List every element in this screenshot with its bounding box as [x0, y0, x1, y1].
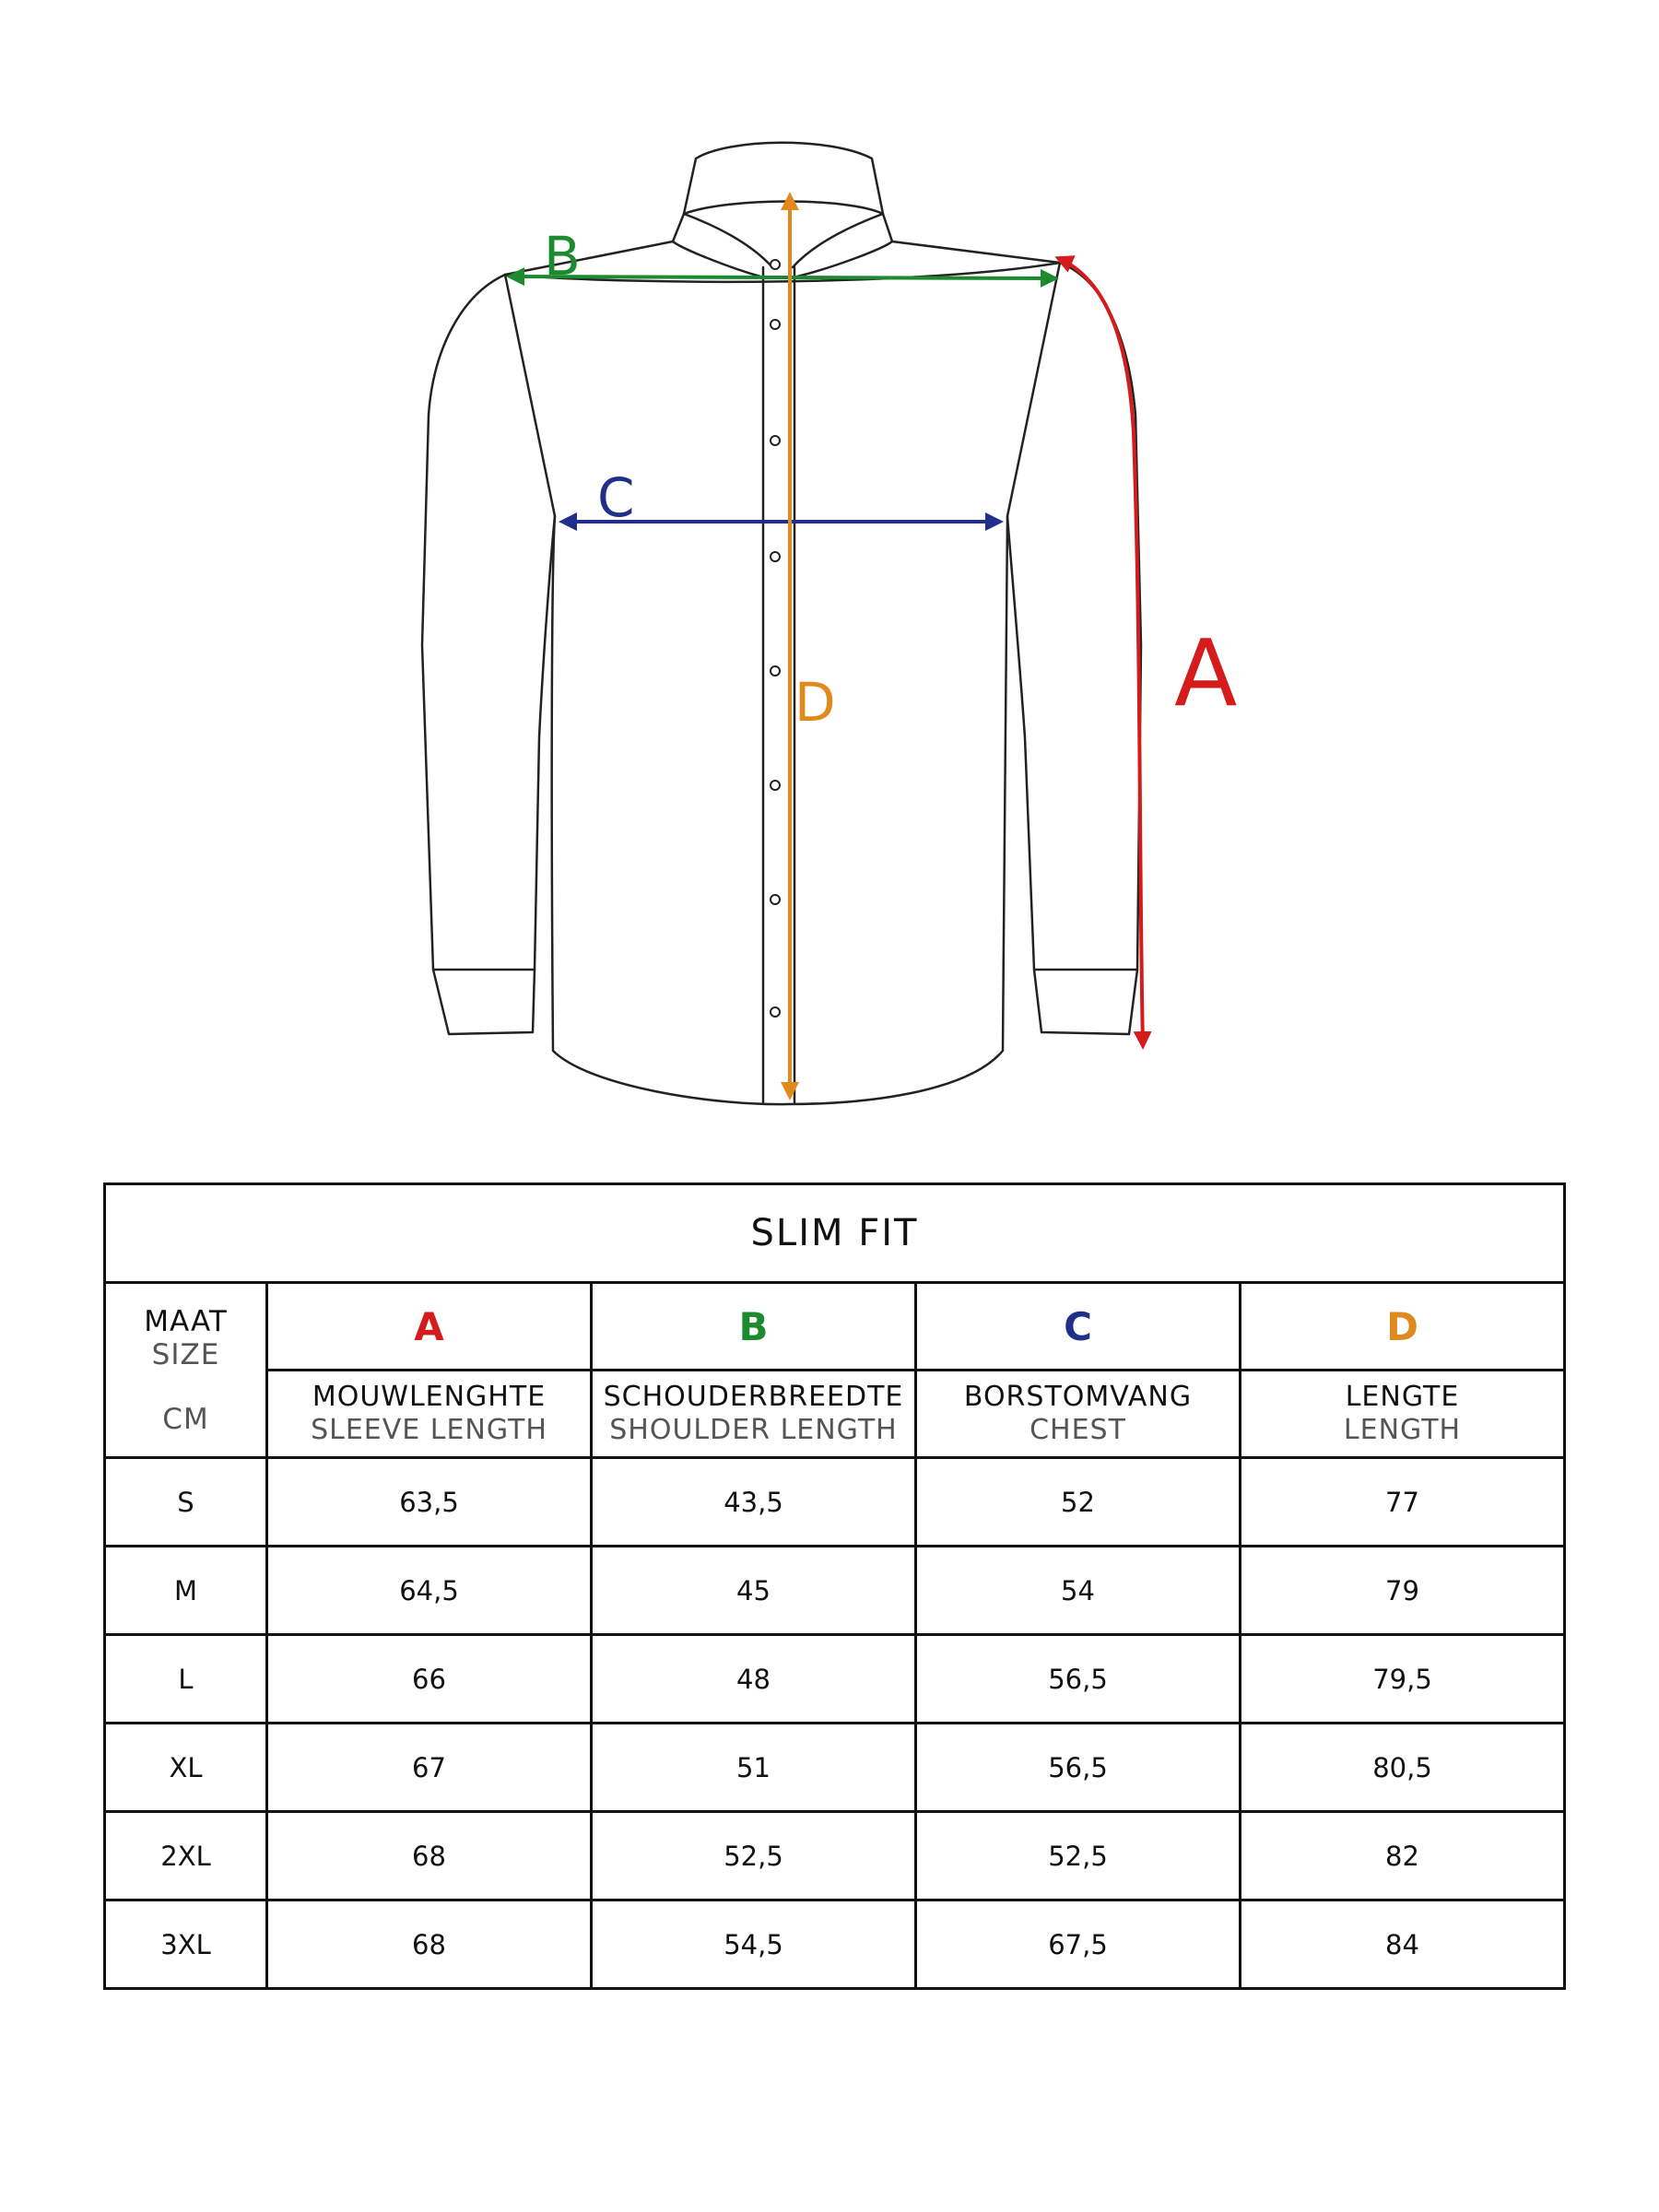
column-label-a	[267, 1371, 592, 1458]
shirt-button	[771, 895, 780, 904]
column-letter-d: D	[1241, 1283, 1565, 1371]
column-label-nl: SCHOUDERBREEDTE	[603, 1381, 904, 1413]
size-header-unit: CM	[162, 1402, 209, 1436]
column-label-nl: LENGTE	[1345, 1381, 1460, 1413]
size-cell: L	[105, 1635, 267, 1724]
value-cell: 82	[1241, 1812, 1565, 1900]
value-cell: 56,5	[916, 1635, 1241, 1724]
table-row	[105, 1724, 1565, 1812]
value-cell: 51	[592, 1724, 916, 1812]
value-cell: 64,5	[267, 1547, 592, 1635]
column-label-row	[105, 1371, 1565, 1458]
shirt-shoulders	[505, 241, 1060, 275]
column-label-en: CHEST	[1030, 1414, 1126, 1446]
size-cell: S	[105, 1458, 267, 1547]
table-row	[105, 1900, 1565, 1989]
value-cell: 54,5	[592, 1900, 916, 1989]
size-cell: XL	[105, 1724, 267, 1812]
column-letter-row	[105, 1283, 1565, 1371]
value-cell: 52	[916, 1458, 1241, 1547]
table-row	[105, 1812, 1565, 1900]
value-cell: 66	[267, 1635, 592, 1724]
value-cell: 68	[267, 1812, 592, 1900]
value-cell: 84	[1241, 1900, 1565, 1989]
shirt-buttons	[771, 260, 780, 1017]
size-cell: 3XL	[105, 1900, 267, 1989]
value-cell: 63,5	[267, 1458, 592, 1547]
column-label-nl: BORSTOMVANG	[963, 1381, 1193, 1413]
table-title-row	[105, 1184, 1565, 1283]
table-row	[105, 1458, 1565, 1547]
value-cell: 52,5	[916, 1812, 1241, 1900]
size-header-en: SIZE	[151, 1337, 220, 1371]
table-row	[105, 1635, 1565, 1724]
value-cell: 79	[1241, 1547, 1565, 1635]
value-cell: 80,5	[1241, 1724, 1565, 1812]
shirt-left-sleeve	[422, 275, 555, 1034]
dimension-d-label: D	[794, 671, 836, 734]
column-label-nl: MOUWLENGHTE	[312, 1381, 547, 1413]
value-cell: 54	[916, 1547, 1241, 1635]
column-letter-a: A	[267, 1283, 592, 1371]
shirt-outline	[422, 143, 1141, 1104]
size-cell: 2XL	[105, 1812, 267, 1900]
shirt-button	[771, 436, 780, 445]
column-letter-c: C	[916, 1283, 1241, 1371]
value-cell: 77	[1241, 1458, 1565, 1547]
column-label-en: SHOULDER LENGTH	[609, 1414, 898, 1446]
table-row	[105, 1547, 1565, 1635]
dimension-c-label: C	[597, 466, 635, 529]
column-letter-b: B	[592, 1283, 916, 1371]
shirt-button	[771, 320, 780, 329]
value-cell: 48	[592, 1635, 916, 1724]
shirt-button	[771, 666, 780, 676]
shirt-button	[771, 1007, 780, 1017]
column-label-en: LENGTH	[1343, 1414, 1462, 1446]
size-chart-table	[103, 1182, 1566, 1990]
value-cell: 79,5	[1241, 1635, 1565, 1724]
size-cell: M	[105, 1547, 267, 1635]
value-cell: 45	[592, 1547, 916, 1635]
shirt-collar	[684, 143, 883, 214]
value-cell: 52,5	[592, 1812, 916, 1900]
value-cell: 43,5	[592, 1458, 916, 1547]
column-label-b	[592, 1371, 916, 1458]
column-label-c	[916, 1371, 1241, 1458]
shirt-body	[505, 263, 1060, 1104]
shirt-button	[771, 781, 780, 790]
size-header-cell	[105, 1283, 267, 1458]
column-label-en: SLEEVE LENGTH	[311, 1414, 547, 1446]
shirt-button	[771, 260, 780, 269]
value-cell: 67	[267, 1724, 592, 1812]
dimension-a-label: A	[1174, 619, 1238, 727]
size-header-nl: MAAT	[144, 1304, 228, 1338]
table-title: SLIM FIT	[105, 1184, 1565, 1283]
shirt-right-sleeve	[1007, 263, 1141, 1034]
value-cell: 67,5	[916, 1900, 1241, 1989]
value-cell: 56,5	[916, 1724, 1241, 1812]
shirt-button	[771, 552, 780, 561]
dimension-b-label: B	[544, 225, 581, 288]
column-label-d	[1241, 1371, 1565, 1458]
dimension-b-arrow	[510, 276, 1055, 278]
value-cell: 68	[267, 1900, 592, 1989]
